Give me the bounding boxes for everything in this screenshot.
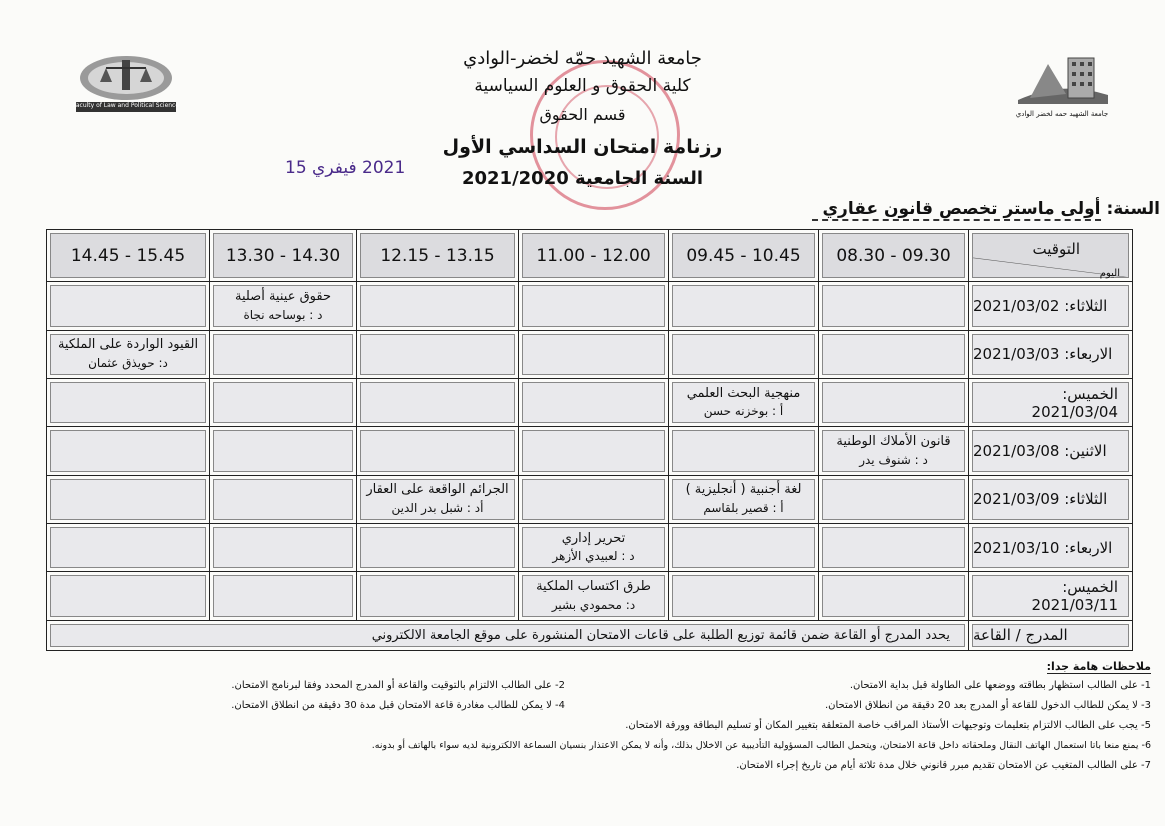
empty-slot: [50, 382, 206, 423]
exam-slot-cell: [357, 427, 519, 475]
date-stamp: 2021 فيفري 15: [285, 158, 406, 178]
university-name: جامعة الشهيد حمّه لخضر-الوادي: [463, 48, 702, 69]
exam-slot-cell: [357, 379, 519, 427]
empty-slot: [50, 430, 206, 471]
time-slot: 14.45 - 15.45: [50, 233, 206, 278]
empty-slot: [672, 575, 815, 616]
note-item-2: 2- على الطالب الالتزام بالتوقيت والقاعة أو المدرج المحدد وفقا لبرنامج الامتحان.: [231, 680, 565, 691]
course-name: تحرير إداري: [561, 530, 626, 546]
exam-slot-cell: [357, 524, 519, 572]
course-name: لغة أجنبية ( أنجليزية ): [685, 482, 802, 498]
exam-slot-cell: [819, 524, 969, 572]
day-cell: [969, 379, 1133, 427]
time-slot-header: [357, 230, 519, 282]
hall-info-cell: [47, 620, 969, 650]
schedule-rows: [47, 282, 1133, 620]
schedule-row: [47, 330, 1133, 378]
day-label: الخميس: 2021/03/11: [972, 575, 1129, 616]
empty-slot: [50, 575, 206, 616]
exam-slot-cell: [519, 475, 669, 523]
empty-slot: [360, 430, 515, 471]
empty-slot: [213, 334, 353, 375]
day-cell: [969, 524, 1133, 572]
exam-slot-cell: [357, 475, 519, 523]
exam-slot-cell: [47, 572, 210, 620]
empty-slot: [213, 479, 353, 520]
empty-slot: [672, 430, 815, 471]
empty-slot: [822, 479, 965, 520]
empty-slot: [522, 430, 665, 471]
exam-slot-cell: [519, 330, 669, 378]
exam-slot-cell: [210, 330, 357, 378]
empty-slot: [822, 285, 965, 326]
exam-slot-cell: [47, 524, 210, 572]
empty-slot: [213, 430, 353, 471]
exam-slot-cell: [669, 282, 819, 330]
time-slot-header: [519, 230, 669, 282]
exam-entry: [213, 285, 353, 326]
time-slot: 11.00 - 12.00: [522, 233, 665, 278]
exam-entry: [672, 382, 815, 423]
course-name: القيود الواردة على الملكية: [57, 337, 199, 353]
day-header-label: اليوم: [1099, 268, 1120, 279]
exam-slot-cell: [819, 379, 969, 427]
course-name: حقوق عينية أصلية: [234, 288, 332, 304]
course-name: طرق اكتساب الملكية: [536, 578, 651, 594]
exam-slot-cell: [819, 282, 969, 330]
course-name: قانون الأملاك الوطنية: [836, 433, 951, 449]
year-speciality: أولى ماستر تخصص قانون عقاري: [812, 199, 1100, 221]
professor-name: د: محمودي بشير: [551, 597, 636, 612]
corner-header: [969, 230, 1133, 282]
schedule-row: [47, 475, 1133, 523]
exam-slot-cell: [819, 427, 969, 475]
empty-slot: [672, 527, 815, 568]
schedule-row: [47, 379, 1133, 427]
day-cell: [969, 427, 1133, 475]
time-slot: 12.15 - 13.15: [360, 233, 515, 278]
university-logo-caption: جامعة الشهيد حمه لخضر الوادي: [1015, 110, 1109, 118]
time-header-label: التوقيت: [1032, 240, 1080, 258]
year-label: السنة:: [1106, 199, 1160, 219]
exam-slot-cell: [669, 475, 819, 523]
time-slot-header: [47, 230, 210, 282]
department-name: قسم الحقوق: [539, 105, 626, 124]
empty-slot: [672, 285, 815, 326]
exam-slot-cell: [210, 572, 357, 620]
day-label: الاربعاء: 2021/03/03: [972, 334, 1129, 375]
exam-entry: [50, 334, 206, 375]
faculty-logo-caption: Faculty of Law and Political Science: [72, 102, 180, 109]
empty-slot: [213, 575, 353, 616]
exam-entry: [522, 575, 665, 616]
exam-slot-cell: [357, 330, 519, 378]
schedule-title: رزنامة امتحان السداسي الأول: [442, 136, 723, 158]
exam-slot-cell: [47, 330, 210, 378]
empty-slot: [522, 334, 665, 375]
exam-slot-cell: [47, 427, 210, 475]
note-item-4: 4- لا يمكن للطالب مغادرة قاعة الامتحان قبل مدة 30 دقيقة من انطلاق الامتحان.: [231, 700, 565, 711]
empty-slot: [360, 334, 515, 375]
exam-slot-cell: [819, 330, 969, 378]
day-label: الخميس: 2021/03/04: [972, 382, 1129, 423]
empty-slot: [50, 527, 206, 568]
empty-slot: [360, 575, 515, 616]
university-logo: [1008, 50, 1116, 122]
time-slot-header: [819, 230, 969, 282]
time-slot: 08.30 - 09.30: [822, 233, 965, 278]
empty-slot: [672, 334, 815, 375]
exam-entry: [360, 479, 515, 520]
exam-entry: [672, 479, 815, 520]
note-item-7: 7- على الطالب المتغيب عن الامتحان تقديم مبرر قانوني خلال مدة ثلاثة أيام من تاريخ إجراء الامتحان.: [736, 760, 1151, 771]
exam-slot-cell: [669, 330, 819, 378]
exam-entry: [522, 527, 665, 568]
empty-slot: [360, 527, 515, 568]
exam-slot-cell: [519, 282, 669, 330]
university-building-icon: [1008, 50, 1116, 110]
year-line: [812, 199, 1160, 219]
exam-slot-cell: [669, 379, 819, 427]
day-cell: [969, 330, 1133, 378]
hall-label: المدرج / القاعة: [972, 624, 1129, 647]
notes-title: ملاحظات هامة جدا:: [1046, 660, 1151, 673]
time-slot: 13.30 - 14.30: [213, 233, 353, 278]
course-name: الجرائم الواقعة على العقار: [366, 482, 509, 498]
faculty-name: كلية الحقوق و العلوم السياسية: [474, 76, 691, 96]
exam-slot-cell: [210, 379, 357, 427]
empty-slot: [360, 382, 515, 423]
exam-slot-cell: [357, 572, 519, 620]
empty-slot: [50, 285, 206, 326]
professor-name: أ : قصير بلقاسم: [703, 501, 784, 516]
empty-slot: [822, 382, 965, 423]
exam-slot-cell: [210, 524, 357, 572]
schedule-row: [47, 427, 1133, 475]
professor-name: د : لعبيدي الأزهر: [552, 549, 635, 564]
time-slot-header: [669, 230, 819, 282]
course-name: منهجية البحث العلمي: [686, 385, 801, 401]
schedule-row: [47, 282, 1133, 330]
exam-slot-cell: [519, 427, 669, 475]
empty-slot: [522, 479, 665, 520]
schedule-row: [47, 572, 1133, 620]
exam-slot-cell: [210, 427, 357, 475]
exam-slot-cell: [357, 282, 519, 330]
professor-name: د : شنوف يدر: [859, 452, 928, 467]
exam-slot-cell: [669, 524, 819, 572]
exam-slot-cell: [47, 282, 210, 330]
day-cell: [969, 282, 1133, 330]
day-label: الاثنين: 2021/03/08: [972, 430, 1129, 471]
note-item-5: 5- يجب على الطالب الالتزام بتعليمات وتوجيهات الأستاذ المراقب خاصة المتعلقة بتغيير المكان أو تسليم البطاقة وورقة الامتحان.: [625, 720, 1151, 731]
exam-schedule-table: [46, 229, 1133, 651]
note-item-3: 3- لا يمكن للطالب الدخول للقاعة أو المدرج بعد 20 دقيقة من انطلاق الامتحان.: [824, 700, 1151, 711]
exam-slot-cell: [210, 475, 357, 523]
exam-slot-cell: [519, 379, 669, 427]
schedule-row: [47, 524, 1133, 572]
note-item-6: 6- يمنع منعا باتا استعمال الهاتف النقال وملحقاته داخل قاعة الامتحان، ويتحمل الطالب المسؤولية التأديبية عن الاخلال بذلك، وأنه لا يمكن الاعتذار بنسيان السماعة الالكترونية لديه سواء بالهاتف أو بدونه.: [371, 740, 1151, 751]
professor-name: أد : شبل بدر الدين: [391, 501, 484, 516]
hall-label-cell: [969, 620, 1133, 650]
exam-entry: [822, 430, 965, 471]
exam-slot-cell: [819, 475, 969, 523]
hall-info: يحدد المدرج أو القاعة ضمن قائمة توزيع الطلبة على قاعات الامتحان المنشورة على موقع الجامعة الالكتروني: [50, 624, 965, 647]
professor-name: د : بوساحه نجاة: [243, 307, 323, 322]
empty-slot: [50, 479, 206, 520]
empty-slot: [213, 382, 353, 423]
empty-slot: [822, 575, 965, 616]
day-label: الاربعاء: 2021/03/10: [972, 527, 1129, 568]
day-cell: [969, 572, 1133, 620]
empty-slot: [522, 382, 665, 423]
professor-name: أ : بوخزنه حسن: [703, 404, 784, 419]
note-item-1: 1- على الطالب استظهار بطاقته ووضعها على الطاولة قبل بداية الامتحان.: [849, 680, 1151, 691]
time-slot-header: [210, 230, 357, 282]
empty-slot: [822, 334, 965, 375]
day-cell: [969, 475, 1133, 523]
professor-name: د: حويذق عثمان: [88, 356, 168, 371]
exam-slot-cell: [519, 524, 669, 572]
empty-slot: [360, 285, 515, 326]
exam-slot-cell: [47, 475, 210, 523]
faculty-logo: [72, 50, 180, 120]
exam-slot-cell: [669, 572, 819, 620]
exam-slot-cell: [47, 379, 210, 427]
exam-slot-cell: [519, 572, 669, 620]
exam-slot-cell: [210, 282, 357, 330]
academic-year: السنة الجامعية 2021/2020: [461, 168, 704, 189]
time-slot: 09.45 - 10.45: [672, 233, 815, 278]
empty-slot: [522, 285, 665, 326]
exam-slot-cell: [669, 427, 819, 475]
day-label: الثلاثاء: 2021/03/02: [972, 285, 1129, 326]
empty-slot: [822, 527, 965, 568]
exam-slot-cell: [819, 572, 969, 620]
day-label: الثلاثاء: 2021/03/09: [972, 479, 1129, 520]
empty-slot: [213, 527, 353, 568]
